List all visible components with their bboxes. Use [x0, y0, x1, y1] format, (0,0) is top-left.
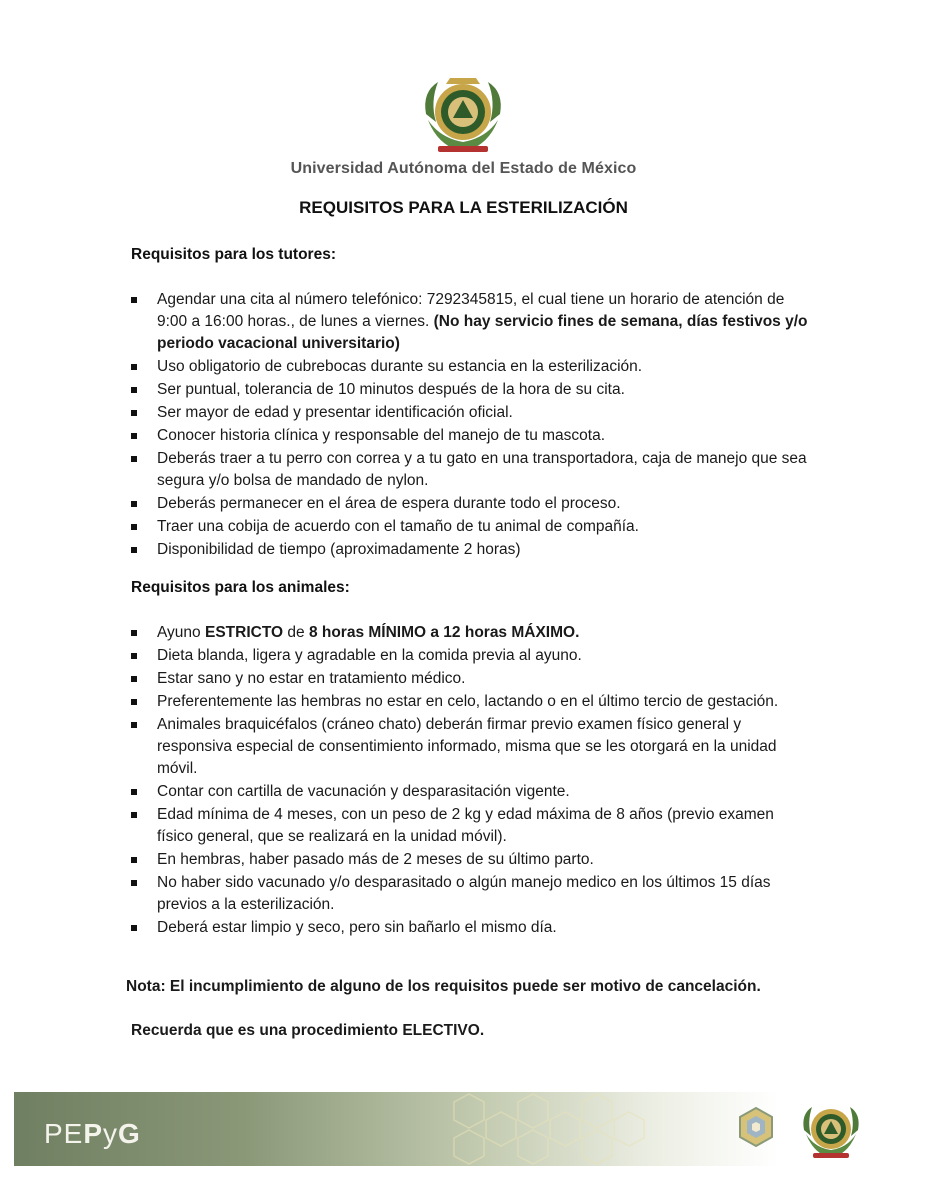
list-item: Conocer historia clínica y responsable del manejo de tu mascota. — [131, 425, 811, 447]
list-item: Preferentemente las hembras no estar en celo, lactando o en el último tercio de gestación. — [131, 691, 811, 713]
university-seal-icon — [418, 72, 508, 156]
tutores-list — [131, 289, 811, 562]
list-item: Animales braquicéfalos (cráneo chato) deberán firmar previo examen físico general y responsiva especial de consentimiento informado, misma que se les otorgará en la unidad móvil. — [131, 714, 811, 780]
list-item: Deberás traer a tu perro con correa y a tu gato en una transportadora, caja de manejo que sea segura y/o bolsa de mandado de nylon. — [131, 448, 811, 492]
list-item: Ayuno ESTRICTO de 8 horas MÍNIMO a 12 horas MÁXIMO. — [131, 622, 811, 644]
animales-list — [131, 622, 811, 940]
list-item: No haber sido vacunado y/o desparasitado o algún manejo medico en los últimos 15 días previos a la esterilización. — [131, 872, 811, 916]
pepyg-logo: PEPyG — [44, 1118, 141, 1149]
list-item: Deberá estar limpio y seco, pero sin bañarlo el mismo día. — [131, 917, 811, 939]
list-item: Ser puntual, tolerancia de 10 minutos después de la hora de su cita. — [131, 379, 811, 401]
tutores-heading: Requisitos para los tutores: — [131, 246, 336, 263]
elective-reminder: Recuerda que es una procedimiento ELECTIVO. — [131, 1022, 485, 1039]
cancellation-note: Nota: El incumplimiento de alguno de los requisitos puede ser motivo de cancelación. — [126, 978, 761, 995]
list-item: Traer una cobija de acuerdo con el tamaño de tu animal de compañía. — [131, 516, 811, 538]
list-item: Dieta blanda, ligera y agradable en la comida previa al ayuno. — [131, 645, 811, 667]
list-item: Deberás permanecer en el área de espera durante todo el proceso. — [131, 493, 811, 515]
document-title: REQUISITOS PARA LA ESTERILIZACIÓN — [299, 198, 628, 217]
list-item: En hembras, haber pasado más de 2 meses de su último parto. — [131, 849, 811, 871]
hexagon-pattern-icon — [434, 1092, 734, 1166]
animales-heading: Requisitos para los animales: — [131, 579, 350, 596]
university-name: Universidad Autónoma del Estado de México — [290, 160, 637, 177]
university-seal-small-icon — [798, 1100, 864, 1160]
list-item: Estar sano y no estar en tratamiento médico. — [131, 668, 811, 690]
hexagon-emblem-icon — [736, 1106, 776, 1150]
list-item: Uso obligatorio de cubrebocas durante su estancia en la esterilización. — [131, 356, 811, 378]
list-item: Ser mayor de edad y presentar identificación oficial. — [131, 402, 811, 424]
list-item: Agendar una cita al número telefónico: 7292345815, el cual tiene un horario de atención de 9:00 a 16:00 horas., de lunes a viernes. (No hay servicio fines de semana, días festivos y/o periodo vacacional universitario) — [131, 289, 811, 355]
list-item: Disponibilidad de tiempo (aproximadamente 2 horas) — [131, 539, 811, 561]
list-item: Contar con cartilla de vacunación y desparasitación vigente. — [131, 781, 811, 803]
list-item: Edad mínima de 4 meses, con un peso de 2 kg y edad máxima de 8 años (previo examen físico general, que se realizará en la unidad móvil). — [131, 804, 811, 848]
